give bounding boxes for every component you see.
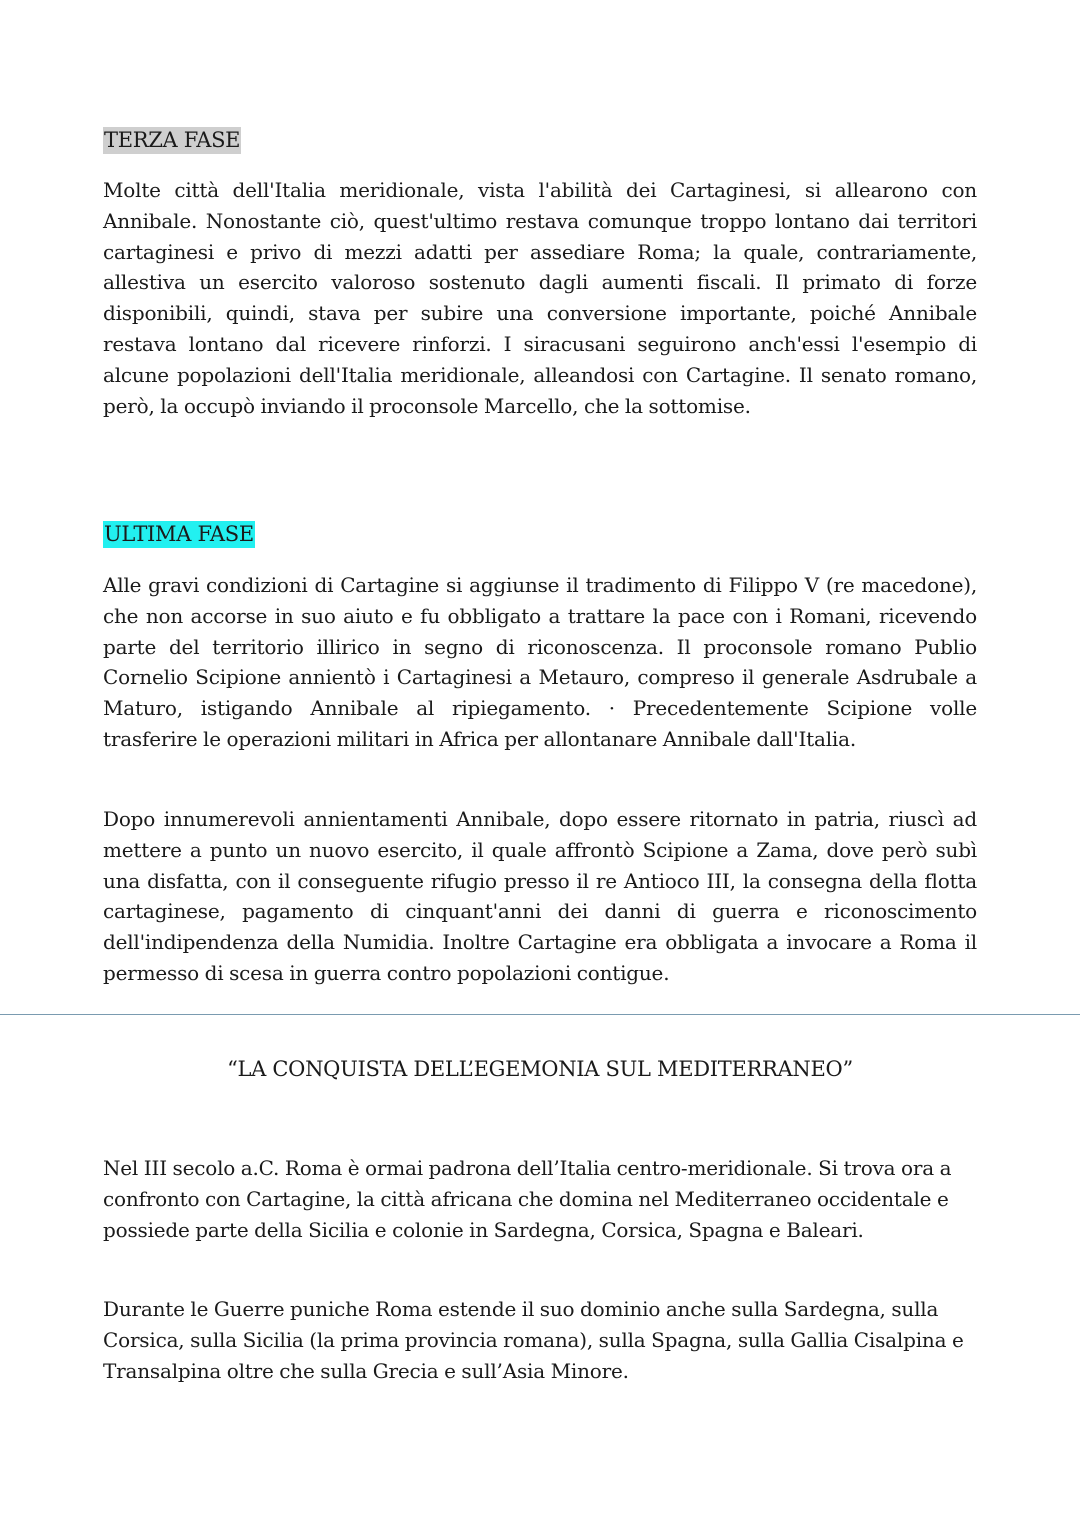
page-divider	[0, 1014, 1080, 1015]
paragraph-conquista-1: Nel III secolo a.C. Roma è ormai padrona dell’Italia centro-meridionale. Si trova ora a confronto con Cartagine, la città africana che domina nel Mediterraneo occidentale e possiede parte della Sicilia e colonie in Sardegna, Corsica, Spagna e Baleari.	[103, 1156, 952, 1242]
section-ultima-fase	[103, 521, 977, 548]
ultima-fase-text-2	[103, 804, 977, 989]
terza-fase-text	[103, 175, 977, 421]
paragraph-conquista-2: Durante le Guerre puniche Roma estende il suo dominio anche sulla Sardegna, sulla Corsica, sulla Sicilia (la prima provincia romana), sulla Spagna, sulla Gallia Cisalpina e Transalpina oltre che sulla Grecia e sull’Asia Minore.	[103, 1297, 964, 1383]
paragraph-terza-fase: Molte città dell'Italia meridionale, vista l'abilità dei Cartaginesi, si allearono con Annibale. Nonostante ciò, quest'ultimo restava comunque troppo lontano dai territori cartaginesi e privo di mezzi adatti per assediare Roma; la quale, contrariamente, allestiva un esercito valoroso sostenuto dagli aumenti fiscali. Il primato di forze disponibili, quindi, stava per subire una conversione importante, poiché Annibale restava lontano dal ricevere rinforzi. I siracusani seguirono anch'essi l'esempio di alcune popolazioni dell'Italia meridionale, alleandosi con Cartagine. Il senato romano, però, la occupò inviando il proconsole Marcello, che la sottomise.	[103, 178, 977, 418]
paragraph-ultima-fase-2: Dopo innumerevoli annientamenti Annibale, dopo essere ritornato in patria, riuscì ad mettere a punto un nuovo esercito, il quale affrontò Scipione a Zama, dove però subì una disfatta, con il conseguente rifugio presso il re Antioco III, la consegna della flotta cartaginese, pagamento di cinquant'anni dei danni di guerra e riconoscimento dell'indipendenza della Numidia. Inoltre Cartagine era obbligata a invocare a Roma il permesso di scesa in guerra contro popolazioni contigue.	[103, 807, 977, 985]
paragraph-ultima-fase-1: Alle gravi condizioni di Cartagine si aggiunse il tradimento di Filippo V (re macedone), che non accorse in suo aiuto e fu obbligato a trattare la pace con i Romani, ricevendo parte del territorio illirico in segno di riconoscenza. Il proconsole romano Publio Cornelio Scipione annientò i Cartaginesi a Metauro, compreso il generale Asdrubale a Maturo, istigando Annibale al ripiegamento. · Precedentemente Scipione volle trasferire le operazioni militari in Africa per allontanare Annibale dall'Italia.	[103, 573, 977, 751]
section-terza-fase	[103, 127, 977, 154]
heading-terza-fase: TERZA FASE	[104, 128, 241, 152]
conquista-text-2	[103, 1294, 977, 1386]
ultima-fase-text-1	[103, 570, 977, 755]
title-conquista-egemonia: “LA CONQUISTA DELL’EGEMONIA SUL MEDITERRANEO”	[227, 1057, 853, 1081]
conquista-text-1	[103, 1153, 977, 1245]
heading-ultima-fase: ULTIMA FASE	[104, 522, 254, 546]
